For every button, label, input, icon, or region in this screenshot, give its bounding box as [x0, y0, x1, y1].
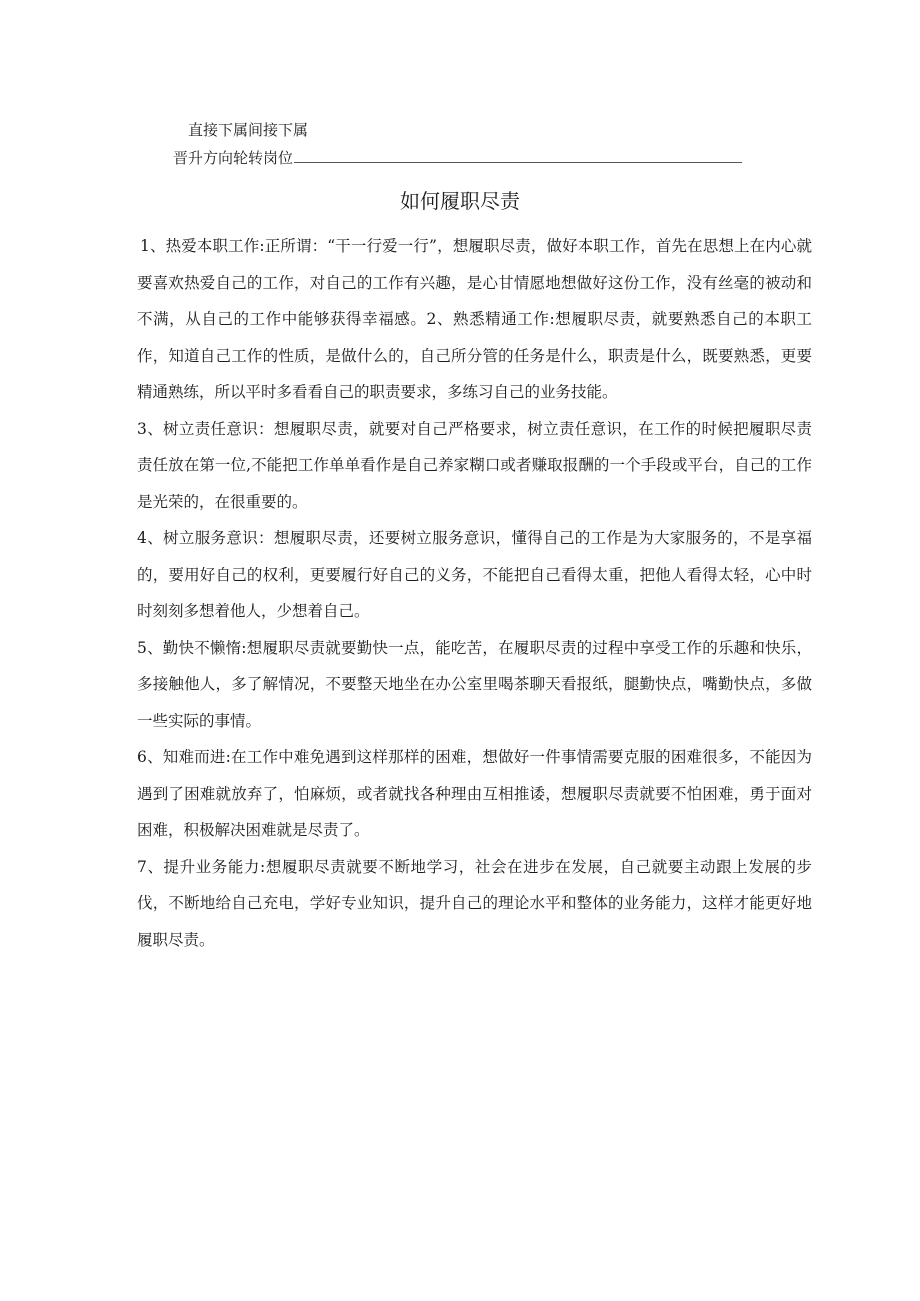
paragraph-6: 6、知难而进:在工作中难免遇到这样那样的困难，想做好一件事情需要克服的困难很多，不能因为遇到了困难就放弃了，怕麻烦，或者就找各种理由互相推诿，想履职尽责就要不怕困难，勇于面对困难，积极解决困难就是尽责了。	[137, 748, 812, 839]
promotion-label: 晋升方向轮转岗位	[173, 149, 294, 167]
page-title: 如何履职尽责	[400, 189, 520, 213]
paragraph-7: 7、提升业务能力:想履职尽责就要不断地学习，社会在进步在发展，自己就要主动跟上发展的步伐，不断地给自己充电，学好专业知识，提升自己的理论水平和整体的业务能力，这样才能更好地履职尽责。	[137, 857, 812, 949]
paragraph-4: 4、树立服务意识：想履职尽责，还要树立服务意识，懂得自己的工作是为大家服务的，不是享福的，要用好自己的权利，更要履行好自己的义务，不能把自己看得太重，把他人看得太轻，心中时时刻刻多想着他人，少想着自己。	[137, 529, 812, 620]
paragraph-3: 3、树立责任意识：想履职尽责，就要对自己严格要求，树立责任意识，在工作的时候把履职尽责责任放在第一位,不能把工作单单看作是自己养家糊口或者赚取报酬的一个手段或平台，自己的工作是光荣的，在很重要的。	[137, 419, 812, 511]
blank-underline	[294, 161, 742, 163]
document-body	[137, 228, 812, 958]
subordinates-line: 直接下属间接下属	[188, 121, 309, 139]
paragraph-1-2: 1、热爱本职工作:正所谓：“干一行爱一行”，想履职尽责，做好本职工作，首先在思想上在内心就要喜欢热爱自己的工作，对自己的工作有兴趣，是心甘情愿地想做好这份工作，没有丝毫的被动和不满，从自己的工作中能够获得幸福感。2、熟悉精通工作:想履职尽责，就要熟悉自己的本职工作，知道自己工作的性质，是做什么的，自己所分管的任务是什么，职责是什么，既要熟悉，更要精通熟练，所以平时多看看自己的职责要求，多练习自己的业务技能。	[137, 237, 812, 401]
promotion-line	[173, 147, 742, 168]
paragraph-5: 5、勤快不懒惰:想履职尽责就要勤快一点，能吃苦，在履职尽责的过程中享受工作的乐趣和快乐，多接触他人，多了解情况，不要整天地坐在办公室里喝茶聊天看报纸，腿勤快点，嘴勤快点，多做一些实际的事情。	[137, 638, 812, 730]
